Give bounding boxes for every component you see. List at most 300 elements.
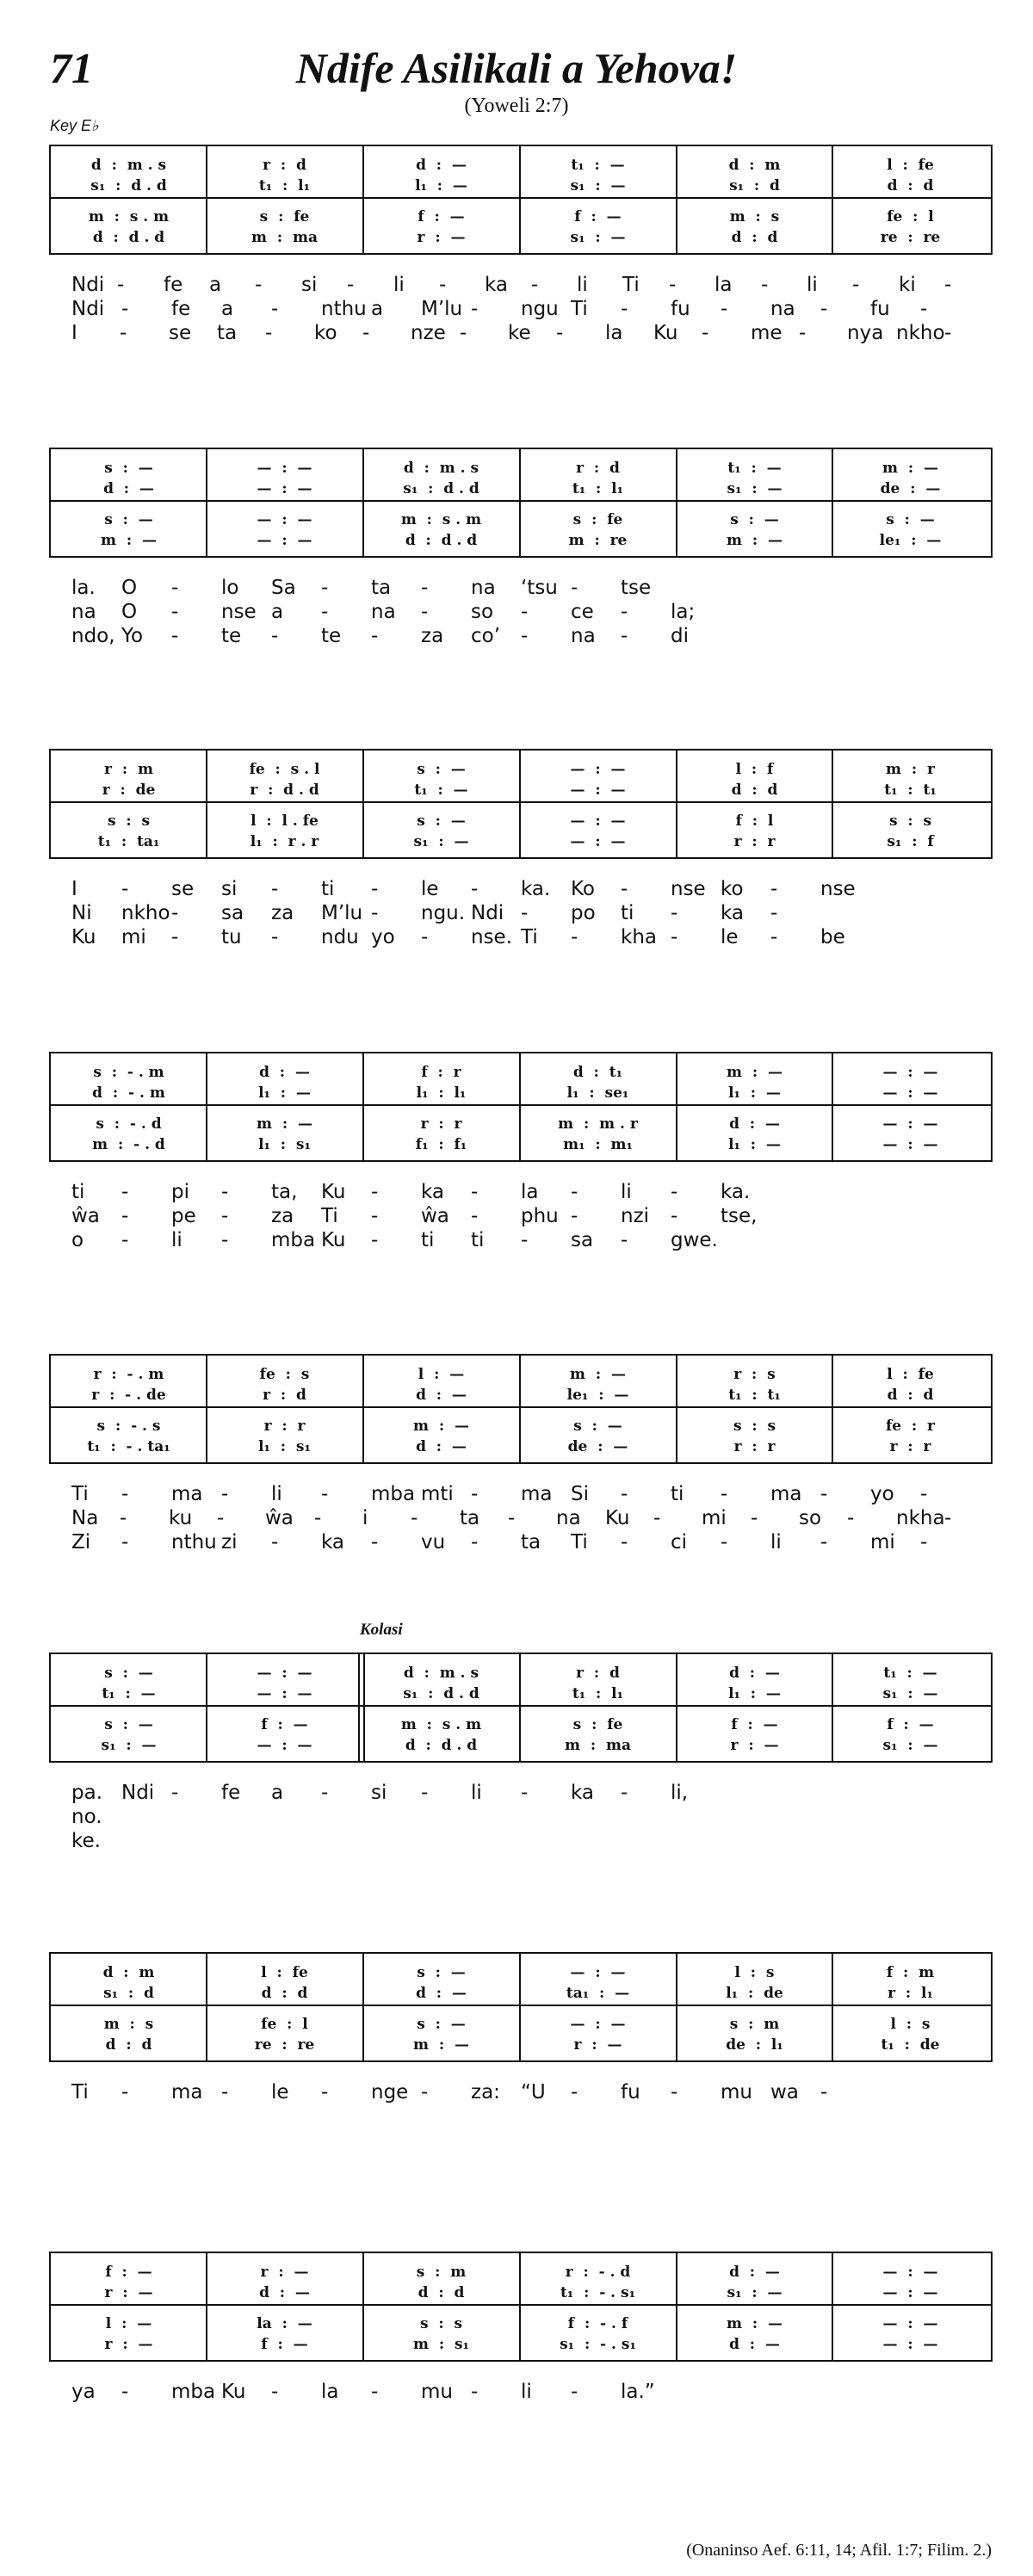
solfa-note-cell: l : — [105,2315,152,2332]
solfa-note-cell: — : — [570,781,626,799]
solfa-note-cell: la : — [257,2315,312,2332]
lyric-syllable: - [271,298,279,320]
solfa-note-cell: d : d [731,781,778,799]
lyric-syllable: so [799,1507,822,1529]
solfa-note-cell: r : d [263,1387,306,1404]
lyric-syllable: - [820,298,828,320]
lyric-syllable: ndo, [71,625,115,647]
lyric-syllable: - [371,1229,379,1251]
solfa-note-cell: l : fe [887,1366,934,1383]
staff-divider [51,1104,991,1106]
lyric-line [49,322,993,346]
solfa-note-cell: d : — [259,1064,310,1081]
lyric-syllable: mu [421,2381,453,2403]
lyric-syllable: - [770,902,778,924]
solfa-note-cell: l : s [734,1964,775,1981]
lyric-syllable: Ndi [71,298,105,320]
solfa-note-cell: l₁ : l₁ [416,1084,467,1102]
lyric-syllable: le [421,878,439,900]
lyric-syllable: mba [371,1483,416,1505]
solfa-note-cell: d : m . s [403,460,479,477]
solfa-note-cell: — : — [570,2016,626,2033]
lyric-syllable: Ku [605,1507,630,1529]
staff [49,749,993,859]
solfa-note-cell: — : — [882,1136,938,1153]
lyric-syllable: ka [321,1531,345,1554]
lyric-syllable: - [321,577,329,599]
lyric-syllable: fu [671,298,690,320]
lyric-syllable: - [944,322,952,344]
solfa-note-cell: m₁ : m₁ [563,1136,633,1153]
solfa-note-cell: m : s [103,2016,154,2033]
staff-divider [51,1406,991,1408]
lyric-syllable: Ku [71,926,96,948]
solfa-note-cell: s : s [107,812,151,830]
solfa-note-cell: t₁ : — [414,781,468,799]
solfa-note-cell: — : — [570,1964,626,1981]
solfa-note-cell: s₁ : — [882,1737,938,1754]
lyric-syllable: Ndi [471,902,504,924]
lyric-syllable: nthu [171,1531,217,1554]
lyric-syllable: Sa [271,577,296,599]
lyric-syllable: phu [521,1205,559,1227]
lyric-syllable: mi [870,1531,895,1554]
lyric-syllable: ka. [721,1181,751,1203]
lyric-syllable: - [721,1483,728,1505]
lyric-syllable: Na [71,1507,99,1529]
lyric-syllable: - [521,1229,529,1251]
solfa-note-cell: m : s . m [400,511,482,528]
lyric-syllable: - [621,601,628,623]
solfa-note-cell: — : — [257,1685,312,1702]
lyric-syllable: ti [671,1483,684,1505]
solfa-note-cell: l : fe [261,1964,308,1981]
solfa-note-cell: s₁ : — [413,833,469,850]
lyric-syllable: ti [621,902,634,924]
solfa-note-cell: t₁ : ta₁ [97,833,160,850]
lyric-syllable: - [671,1181,678,1203]
lyric-syllable: ti [471,1229,485,1251]
lyric-syllable: li [621,1181,632,1203]
lyric-syllable: O [121,601,138,623]
solfa-note-cell: — : — [570,833,626,850]
solfa-note-cell: d : m . s [403,1665,479,1682]
solfa-note-cell: t₁ : — [571,157,625,174]
lyric-syllable: ndu [321,926,359,948]
solfa-note-cell: s : fe [259,208,310,225]
solfa-note-cell: le₁ : — [566,1387,629,1404]
solfa-note-cell: f : — [261,2336,308,2353]
solfa-note-cell: d : — [103,480,154,497]
lyric-syllable: - [255,274,263,296]
solfa-note-cell: l : l . fe [251,812,319,830]
solfa-note-cell: s : s [419,2315,463,2332]
lyric-syllable: mti [421,1483,454,1505]
solfa-note-cell: s : — [417,2016,466,2033]
solfa-note-cell: r : — [260,2264,309,2281]
lyric-syllable: li [770,1531,782,1554]
lyric-syllable: na [71,601,96,623]
solfa-note-cell: f : — [887,1716,934,1733]
solfa-note-cell: fe : l [261,2016,308,2033]
lyric-syllable: Ti [521,926,538,948]
lyric-syllable: - [121,2081,129,2103]
solfa-note-cell: r : de [102,781,156,799]
lyric-syllable: wa [770,2081,799,2103]
lyric-syllable: mi [702,1507,727,1529]
lyric-syllable: ta [460,1507,480,1529]
lyric-syllable: te [221,625,242,647]
solfa-note-cell: d : d . d [405,1737,478,1754]
solfa-note-cell: t₁ : — [727,460,782,477]
solfa-note-cell: d : — [416,1985,467,2002]
solfa-note-cell: m : s₁ [413,2336,469,2353]
solfa-note-cell: r : - . de [91,1387,166,1404]
lyric-syllable: pi [171,1181,189,1203]
lyric-syllable: yo [870,1483,894,1505]
lyric-syllable: - [271,926,279,948]
staff [49,2252,993,2362]
solfa-note-cell: l₁ : — [728,1685,781,1702]
solfa-note-cell: m : — [727,2315,782,2332]
lyric-syllable: la. [71,577,96,599]
lyric-syllable: na [371,601,396,623]
lyric-syllable: di [671,625,689,647]
solfa-note-cell: m : — [413,1418,469,1435]
solfa-note-cell: s₁ : f [887,833,934,850]
lyric-syllable: O [121,577,138,599]
solfa-note-cell: s₁ : — [570,177,626,195]
lyric-syllable: - [920,1483,928,1505]
solfa-note-cell: de : — [567,1438,628,1455]
lyric-line [49,1531,993,1555]
solfa-note-cell: — : — [882,2315,938,2332]
lyric-syllable: - [571,1205,578,1227]
lyric-syllable: a [209,274,222,296]
lyric-syllable: - [920,298,928,320]
lyric-syllable: gwe. [671,1229,718,1251]
lyric-syllable: nzi [621,1205,650,1227]
solfa-note-cell: m : ma [251,229,318,246]
lyric-syllable: - [820,1483,828,1505]
solfa-note-cell: l₁ : — [415,177,467,195]
lyric-syllable: tu [221,926,242,948]
lyric-syllable: - [721,298,728,320]
lyric-syllable: Ti [571,1531,588,1554]
solfa-note-cell: s : — [886,511,935,528]
scripture-reference: (Yoweli 2:7) [464,95,569,117]
solfa-note-cell: t₁ : - . s₁ [560,2284,636,2301]
solfa-note-cell: r : d [576,460,620,477]
solfa-note-cell: t₁ : l₁ [572,1685,624,1702]
solfa-note-cell: r : r [889,1438,931,1455]
lyric-line [49,1782,993,1806]
lyric-syllable: - [371,878,379,900]
solfa-note-cell: d : — [729,1115,780,1133]
lyric-syllable: - [820,2081,828,2103]
lyric-syllable: a [371,298,384,320]
lyric-syllable: nkho [121,902,170,924]
solfa-note-cell: l : fe [887,157,934,174]
solfa-note-cell: t₁ : — [883,1665,937,1682]
solfa-note-cell: — : — [257,511,312,528]
lyric-line [49,298,993,322]
lyric-syllable: ta [217,322,238,344]
lyric-line [49,274,993,298]
lyric-syllable: ke. [71,1830,101,1852]
solfa-note-cell: l₁ : r . r [250,833,319,850]
solfa-note-cell: s : — [573,1418,622,1435]
lyric-syllable: - [121,1205,129,1227]
solfa-note-cell: s : s [733,1418,776,1435]
lyric-syllable: - [671,926,678,948]
lyric-syllable: nthu [321,298,367,320]
lyric-syllable: - [770,878,778,900]
lyric-syllable: - [669,274,677,296]
lyric-syllable: nse [820,878,856,900]
solfa-note-cell: de : l₁ [726,2036,783,2054]
solfa-note-cell: d : - . m [92,1084,165,1102]
lyric-syllable: - [314,1507,322,1529]
lyric-syllable: - [421,1782,429,1804]
lyric-syllable: - [471,298,479,320]
lyric-syllable: li [393,274,405,296]
solfa-note-cell: s : - . d [96,1115,162,1133]
solfa-note-cell: d : d [887,177,934,195]
lyric-syllable: ma [171,2081,203,2103]
lyric-syllable: - [171,601,179,623]
lyric-syllable: - [521,601,529,623]
chorus-label: Kolasi [360,1621,403,1639]
solfa-note-cell: d : m [728,157,781,174]
solfa-note-cell: — : — [570,812,626,830]
lyric-syllable: li [577,274,588,296]
solfa-note-cell: l₁ : — [728,1084,781,1102]
solfa-note-cell: s : m [416,2264,467,2281]
lyric-syllable: - [702,322,709,344]
lyric-syllable: fu [870,298,890,320]
lyric-syllable: li, [671,1782,689,1804]
lyric-syllable: - [371,625,379,647]
lyric-syllable: - [411,1507,418,1529]
solfa-note-cell: l₁ : s₁ [258,1438,311,1455]
solfa-note-cell: l₁ : se₁ [566,1084,629,1102]
lyric-syllable: ku [169,1507,193,1529]
lyric-syllable: i [362,1507,368,1529]
staff [49,1052,993,1162]
lyric-syllable: Ku [653,322,678,344]
solfa-note-cell: — : — [882,2336,938,2353]
solfa-note-cell: d : d [731,229,778,246]
lyric-syllable: - [321,601,329,623]
solfa-note-cell: fe : s . l [249,761,320,778]
solfa-note-cell: d : — [729,2336,780,2353]
lyric-syllable: o [71,1229,84,1251]
lyric-syllable: - [221,1205,229,1227]
lyric-line [49,902,993,926]
lyric-syllable: I [71,878,77,900]
lyric-syllable: - [621,1531,628,1554]
lyric-syllable: ka. [521,878,551,900]
staff-divider [51,2304,991,2306]
lyric-syllable: Ti [321,1205,338,1227]
lyric-syllable: Ku [321,1229,346,1251]
lyric-line [49,2081,993,2105]
lyric-syllable: na [556,1507,581,1529]
lyric-syllable: - [751,1507,758,1529]
solfa-note-cell: d : — [729,1665,780,1682]
lyric-syllable: la [605,322,623,344]
lyric-syllable: - [421,926,429,948]
solfa-note-cell: d : d . d [92,229,165,246]
solfa-note-cell: — : — [257,1737,312,1754]
lyric-syllable: za: [471,2081,500,2103]
lyric-syllable: ŵa [421,1205,449,1227]
solfa-note-cell: r : r [420,1115,462,1133]
lyric-syllable: ko [314,322,337,344]
staff-divider [51,197,991,199]
lyric-syllable: ta [521,1531,541,1554]
lyric-syllable: tse [621,577,652,599]
solfa-note-cell: t₁ : t₁ [728,1387,781,1404]
solfa-note-cell: l : s [890,2016,931,2033]
lyric-syllable: Ni [71,902,92,924]
lyric-syllable: ce [571,601,594,623]
lyric-syllable: mba [271,1229,316,1251]
lyric-syllable: Ku [321,1181,346,1203]
lyric-syllable: ta [371,577,392,599]
lyric-syllable: - [221,1181,229,1203]
lyric-syllable: - [621,1229,628,1251]
solfa-note-cell: s₁ : — [727,480,782,497]
lyric-syllable: ya [71,2381,96,2403]
lyric-syllable: Ti [622,274,640,296]
solfa-note-cell: s : — [104,1716,153,1733]
solfa-note-cell: f : — [574,208,622,225]
solfa-note-cell: r : r [733,1438,776,1455]
lyric-syllable: - [653,1507,661,1529]
lyric-line [49,1830,993,1854]
solfa-note-cell: — : — [570,761,626,778]
solfa-note-cell: f₁ : f₁ [415,1136,467,1153]
lyric-syllable: ti [421,1229,435,1251]
lyric-syllable: - [920,1531,928,1554]
solfa-note-cell: m : m . r [558,1115,638,1133]
lyric-syllable: Ko [571,878,596,900]
lyric-syllable: - [852,274,860,296]
lyric-syllable: - [521,902,529,924]
lyric-syllable: - [321,1483,329,1505]
solfa-note-cell: m : ma [565,1737,631,1754]
lyric-syllable: Ti [71,2081,89,2103]
solfa-note-cell: s₁ : d [729,177,780,195]
solfa-note-cell: r : d . d [250,781,319,799]
solfa-note-cell: d : — [416,1387,467,1404]
solfa-note-cell: m : re [568,532,628,549]
lyric-syllable: le [271,2081,289,2103]
solfa-note-cell: m : — [413,2036,469,2054]
lyric-syllable: - [571,2081,578,2103]
solfa-note-cell: f : — [105,2264,152,2281]
lyric-syllable: - [371,1531,379,1554]
lyric-syllable: na [571,625,596,647]
solfa-note-cell: s : — [104,1665,153,1682]
lyric-syllable: Ti [571,298,588,320]
lyric-syllable: ti [71,1181,85,1203]
solfa-note-cell: s : — [417,812,466,830]
solfa-note-cell: d : m . s [90,157,167,174]
lyric-syllable: - [621,1782,628,1804]
lyric-syllable: - [171,1782,179,1804]
lyric-syllable: be [820,926,845,948]
lyric-syllable: - [770,926,778,948]
lyric-syllable: ŵa [71,1205,100,1227]
solfa-note-cell: t₁ : l₁ [572,480,624,497]
solfa-note-cell: d : t₁ [572,1064,623,1081]
lyric-syllable: fe [164,274,183,296]
solfa-note-cell: fe : r [885,1418,936,1435]
lyric-line [49,878,993,902]
lyric-syllable: la [321,2381,339,2403]
lyric-syllable: ma [521,1483,553,1505]
lyric-syllable: - [508,1507,516,1529]
lyric-syllable: - [471,1205,479,1227]
lyric-syllable: se [171,878,195,900]
lyric-syllable: - [271,878,279,900]
solfa-note-cell: le₁ : — [879,532,942,549]
lyric-syllable: - [171,577,179,599]
solfa-note-cell: d : d [261,1985,308,2002]
lyric-syllable: fu [621,2081,640,2103]
lyric-syllable: - [439,274,447,296]
solfa-note-cell: r : s [733,1366,776,1383]
solfa-note-cell: d : — [416,157,467,174]
solfa-note-cell: f : r [421,1064,461,1081]
solfa-note-cell: f : — [731,1716,778,1733]
lyric-syllable: te [321,625,342,647]
lyric-syllable: - [217,1507,225,1529]
solfa-note-cell: re : re [254,2036,315,2054]
lyric-syllable: M’lu [421,298,463,320]
lyric-syllable: - [171,902,179,924]
solfa-note-cell: s : - . m [93,1064,164,1081]
solfa-note-cell: r : - . d [565,2264,631,2281]
staff-divider [51,801,991,803]
lyric-line [49,1205,993,1229]
lyric-syllable: le [721,926,739,948]
solfa-note-cell: s₁ : — [570,229,626,246]
lyric-syllable: ma [171,1483,203,1505]
solfa-note-cell: s₁ : - . s₁ [560,2336,636,2353]
lyric-syllable: no. [71,1806,102,1828]
solfa-note-cell: — : — [257,532,312,549]
solfa-note-cell: t₁ : l₁ [258,177,311,195]
solfa-note-cell: m : - . d [92,1136,165,1153]
lyric-syllable: ka [421,1181,445,1203]
lyric-syllable: Si [571,1483,589,1505]
solfa-note-cell: l : — [418,1366,465,1383]
lyric-syllable: - [321,2081,329,2103]
lyric-syllable: ki [899,274,916,296]
staff [49,145,993,255]
solfa-note-cell: r : m [104,761,153,778]
lyric-syllable: nse [671,878,706,900]
lyric-syllable: nya [847,322,884,344]
solfa-note-cell: s : — [104,460,153,477]
solfa-note-cell: s : m [729,2016,780,2033]
lyric-syllable: - [121,1229,129,1251]
lyric-syllable: - [371,2381,379,2403]
